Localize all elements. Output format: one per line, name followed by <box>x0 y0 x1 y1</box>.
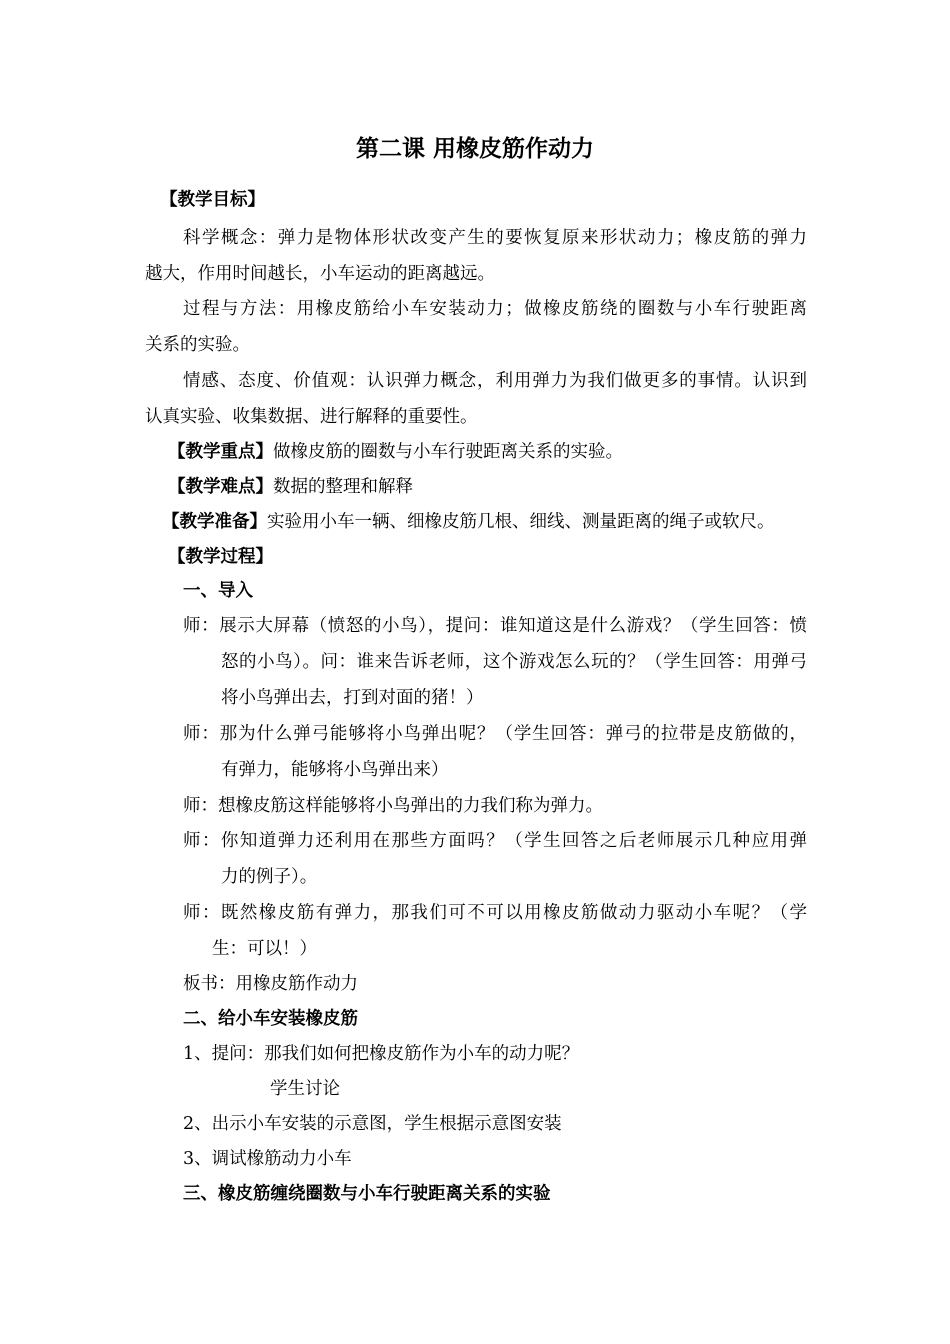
section1-p5-line-2: 生：可以！） <box>212 939 317 959</box>
emotion-attitude-line-2: 认真实验、收集数据、进行解释的重要性。 <box>145 407 478 427</box>
section2-item-3: 3、调试橡筋动力小车 <box>183 1149 352 1169</box>
key-point-text: 做橡皮筋的圈数与小车行驶距离关系的实验。 <box>273 442 623 462</box>
section1-heading: 一、导入 <box>183 581 253 601</box>
science-concept-line-2: 越大，作用时间越长，小车运动的距离越远。 <box>145 264 495 284</box>
section2-item-2: 2、出示小车安装的示意图，学生根据示意图安装 <box>183 1114 562 1134</box>
difficulty-row <box>168 475 413 499</box>
difficulty-text: 数据的整理和解释 <box>273 477 413 497</box>
difficulty-label: 【教学难点】 <box>168 477 273 497</box>
section1-p1-line-1: 师：展示大屏幕（愤怒的小鸟），提问：谁知道这是什么游戏？（学生回答：愤 <box>183 616 807 636</box>
section1-p2-line-1: 师：那为什么弹弓能够将小鸟弹出呢？（学生回答：弹弓的拉带是皮筋做的， <box>183 724 807 744</box>
objectives-heading: 【教学目标】 <box>160 190 265 210</box>
section1-p4-line-1: 师：你知道弹力还利用在那些方面吗？（学生回答之后老师展示几种应用弹 <box>183 831 807 851</box>
emotion-attitude-line-1: 情感、态度、价值观：认识弹力概念，利用弹力为我们做更多的事情。认识到 <box>183 371 807 391</box>
section1-p1-line-3: 将小鸟弹出去，打到对面的猪！） <box>221 688 484 708</box>
preparation-text: 实验用小车一辆、细橡皮筋几根、细线、测量距离的绳子或软尺。 <box>267 512 775 532</box>
section1-p5-line-1: 师：既然橡皮筋有弹力，那我们可不可以用橡皮筋做动力驱动小车呢？（学 <box>183 903 807 923</box>
science-concept-line-1: 科学概念：弹力是物体形状改变产生的要恢复原来形状动力；橡皮筋的弹力 <box>183 228 807 248</box>
section1-p1-line-2: 怒的小鸟）。问：谁来告诉老师，这个游戏怎么玩的？（学生回答：用弹弓 <box>221 652 807 672</box>
key-point-label: 【教学重点】 <box>168 442 273 462</box>
section2-item-1-sub: 学生讨论 <box>270 1079 340 1099</box>
section1-p4-line-2: 力的例子）。 <box>221 867 318 887</box>
board-writing: 板书：用橡皮筋作动力 <box>183 974 358 994</box>
page-title: 第二课 用橡皮筋作动力 <box>355 135 594 162</box>
process-heading: 【教学过程】 <box>168 547 273 567</box>
section3-heading: 三、橡皮筋缠绕圈数与小车行驶距离关系的实验 <box>183 1184 551 1204</box>
section2-heading: 二、给小车安装橡皮筋 <box>183 1009 358 1029</box>
preparation-label: 【教学准备】 <box>162 512 267 532</box>
process-method-line-1: 过程与方法：用橡皮筋给小车安装动力；做橡皮筋绕的圈数与小车行驶距离 <box>183 299 807 319</box>
process-method-line-2: 关系的实验。 <box>145 335 250 355</box>
key-point-row <box>168 440 623 464</box>
section2-item-1: 1、提问：那我们如何把橡皮筋作为小车的动力呢？ <box>183 1044 580 1064</box>
preparation-row <box>162 510 775 534</box>
section1-p3: 师：想橡皮筋这样能够将小鸟弹出的力我们称为弹力。 <box>183 796 603 816</box>
section1-p2-line-2: 有弹力，能够将小鸟弹出来） <box>221 760 449 780</box>
